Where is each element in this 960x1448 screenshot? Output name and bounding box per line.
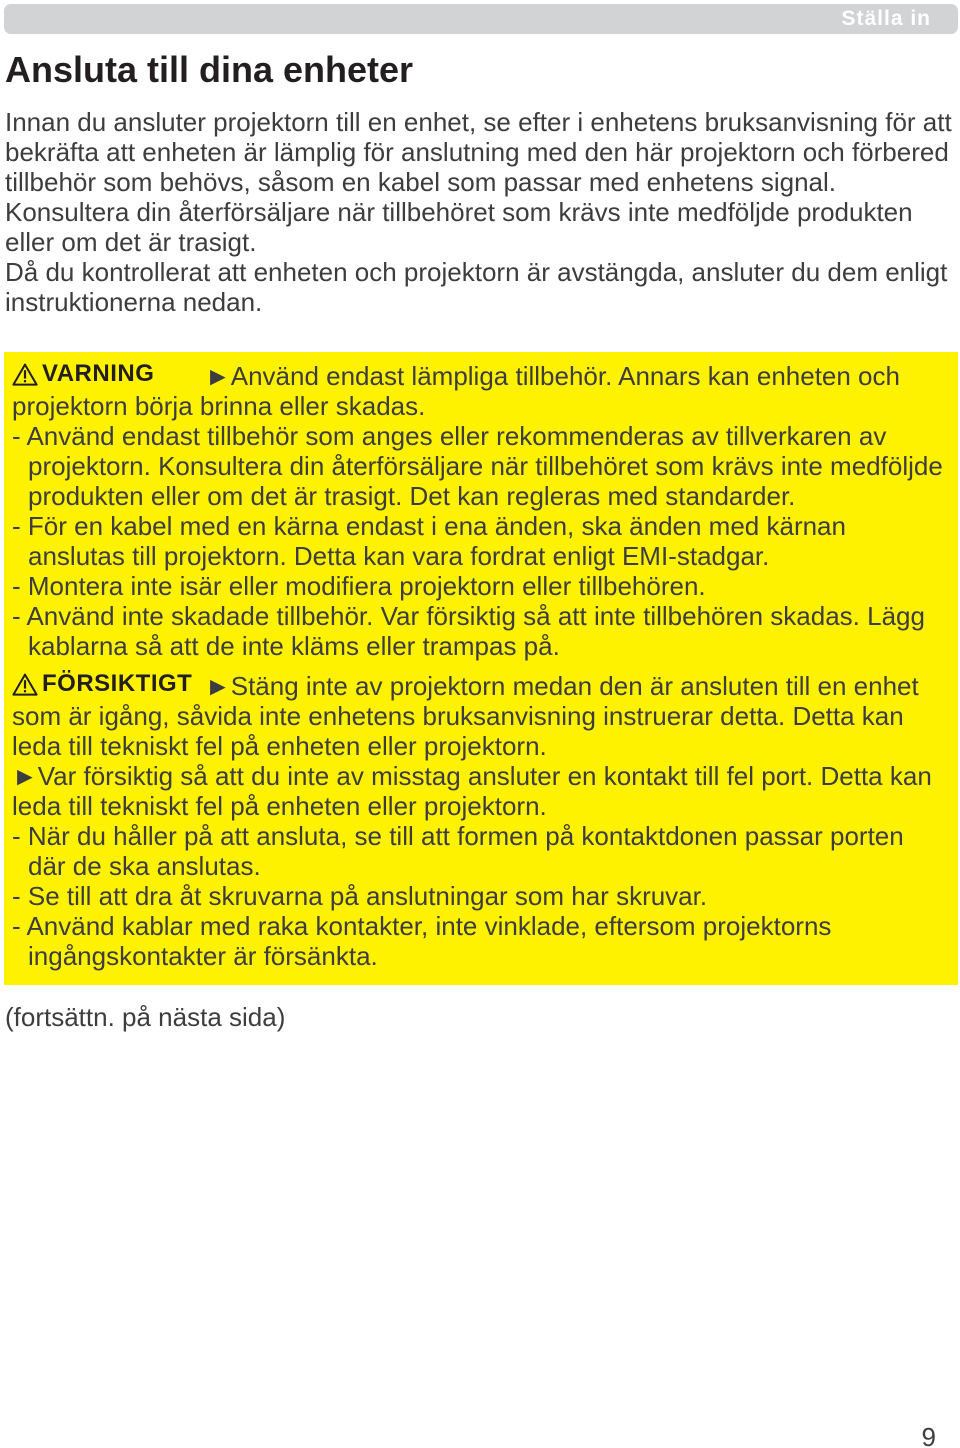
warning-line: projektorn börja brinna eller skadas. [12,391,426,421]
warning-item-line: - För en kabel med en kärna endast i ena änden, ska änden med kärnan [12,511,846,541]
warning-label-text: VARNING [42,360,155,387]
caution-line: ►Stäng inte av projektorn medan den är ansluten till en enhet [205,671,919,701]
intro-line: instruktionerna nedan. [5,287,263,317]
continued-note: (fortsättn. på nästa sida) [5,1002,286,1032]
caution-item-line: ingångskontakter är försänkta. [28,941,378,971]
caution-line: leda till tekniskt fel på enheten eller projektorn. [12,791,547,821]
caution-label-text: FÖRSIKTIGT [42,670,193,697]
warning-label [12,359,205,389]
warning-item [12,511,950,571]
intro-line: bekräfta att enheten är lämplig för anslutning med den här projektorn och förbered [5,137,949,167]
warning-item-line: anslutas till projektorn. Detta kan vara fordrat enligt EMI-stadgar. [28,541,770,571]
warning-item [12,571,950,601]
intro-line: Då du kontrollerat att enheten och projektorn är avstängda, ansluter du dem enligt [5,257,948,287]
caution-section [12,671,950,971]
page-title: Ansluta till dina enheter [5,49,414,90]
warning-item-line: - Montera inte isär eller modifiera projektorn eller tillbehören. [12,571,706,601]
intro-paragraph [5,107,957,317]
intro-line: tillbehör som behövs, såsom en kabel som passar med enhetens signal. [5,167,836,197]
warning-item [12,421,950,511]
caution-item [12,911,950,971]
caution-item-line: - Se till att dra åt skruvarna på anslutningar som har skruvar. [12,881,708,911]
intro-line: eller om det är trasigt. [5,227,257,257]
caution-item [12,881,950,911]
caution-line: leda till tekniskt fel på enheten eller projektorn. [12,731,547,761]
caution-item-line: - När du håller på att ansluta, se till att formen på kontaktdonen passar porten [12,821,904,851]
caution-heading-line [12,671,950,701]
intro-line: Innan du ansluter projektorn till en enhet, se efter i enhetens bruksanvisning för att [5,107,952,137]
caution-item [12,821,950,881]
warning-item-line: - Använd inte skadade tillbehör. Var försiktig så att inte tillbehören skadas. Lägg [12,601,925,631]
section-header-bar [4,4,958,34]
intro-line: Konsultera din återförsäljare när tillbehöret som krävs inte medföljde produkten [5,197,913,227]
warning-section [12,361,950,661]
warning-item-line: projektorn. Konsultera din återförsäljare när tillbehöret som krävs inte medföljde [28,451,943,481]
warning-item-line: kablarna så att de inte kläms eller trampas på. [28,631,560,661]
caution-paragraph [12,761,950,821]
section-label: Ställa in [841,7,931,30]
safety-notice-box [4,352,958,985]
caution-line: ►Var försiktig så att du inte av misstag ansluter en kontakt till fel port. Detta kan [12,761,932,791]
warning-item-line: produkten eller om det är trasigt. Det kan regleras med standarder. [28,481,796,511]
caution-item-line: - Använd kablar med raka kontakter, inte vinklade, eftersom projektorns [12,911,832,941]
warning-paragraph [12,361,950,421]
warning-item [12,601,950,661]
caution-label [12,669,205,699]
page-number: 9 [921,1422,936,1448]
caution-item-line: där de ska anslutas. [28,851,261,881]
warning-item-line: - Använd endast tillbehör som anges eller rekommenderas av tillverkaren av [12,421,887,451]
caution-line: som är igång, såvida inte enhetens bruksanvisning instruerar detta. Detta kan [12,701,904,731]
warning-triangle-icon [12,363,38,386]
warning-line: ►Använd endast lämpliga tillbehör. Annars kan enheten och [205,361,900,391]
caution-paragraph [12,671,950,761]
warning-heading-line [12,361,950,391]
warning-triangle-icon [12,673,38,696]
